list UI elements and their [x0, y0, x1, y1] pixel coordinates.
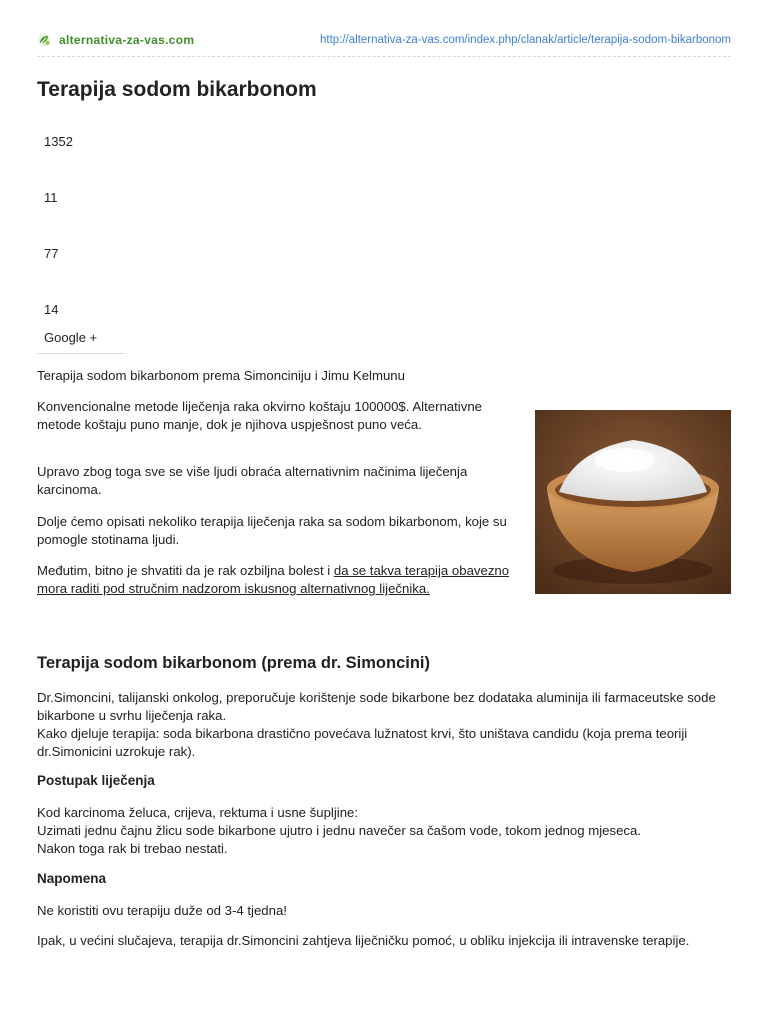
note-text: Ne koristiti ovu terapiju duže od 3-4 tjedna!	[37, 903, 287, 918]
leaf-logo-icon	[37, 33, 51, 47]
page-header	[37, 30, 731, 57]
share-count-4[interactable]: 14	[44, 302, 59, 317]
site-brand[interactable]	[37, 33, 194, 47]
article-title: Terapija sodom bikarbonom	[37, 78, 317, 101]
site-name[interactable]: alternativa-za-vas.com	[59, 33, 195, 47]
share-count-1[interactable]: 1352	[44, 134, 73, 149]
supervision-link[interactable]: da se takva terapija obavezno mora raditi pod stručnim nadzorom iskusnog alternativnog liječnika.	[37, 563, 510, 596]
share-count-3[interactable]: 77	[44, 246, 59, 261]
procedure-line-3: Nakon toga rak bi trebao nestati.	[37, 841, 228, 856]
baking-soda-photo	[535, 410, 731, 594]
final-paragraph: Ipak, u većini slučajeva, terapija dr.Simoncini zahtjeva liječničku pomoć, u obliku injekcija ili intravenske terapije.	[37, 933, 690, 948]
paragraph-4	[37, 562, 512, 598]
paragraph-1: Konvencionalne metode liječenja raka okvirno koštaju 100000$. Alternativne metode koštaju puno manje, dok je njihova uspješnost puno veća.	[37, 399, 483, 432]
paragraph-3: Dolje ćemo opisati nekoliko terapija liječenja raka sa sodom bikarbonom, koje su pomogle stotinama ljudi.	[37, 514, 507, 547]
source-url[interactable]: http://alternativa-za-vas.com/index.php/clanak/article/terapija-sodom-bikarbonom	[319, 34, 731, 46]
note-title: Napomena	[37, 871, 107, 886]
bowl-of-baking-soda-photo-icon	[535, 410, 731, 594]
procedure-title: Postupak liječenja	[37, 773, 155, 788]
section-paragraph-1: Dr.Simoncini, talijanski onkolog, preporučuje korištenje sode bikarbone bez dodataka aluminija ili farmaceutske sode bikarbone u svrhu liječenja raka.	[37, 690, 716, 723]
paragraph-2: Upravo zbog toga sve se više ljudi obraća alternativnim načinima liječenja karcinoma.	[37, 464, 468, 497]
procedure-line-2: Uzimati jednu čajnu žlicu sode bikarbone ujutro i jednu navečer sa čašom vode, tokom jednog mjeseca.	[37, 823, 642, 838]
section-paragraph-2: Kako djeluje terapija: soda bikarbona drastično povećava lužnatost krvi, što uništava candidu (koja prema teoriji dr.Simonicini uzrokuje rak).	[37, 726, 688, 759]
share-divider	[37, 353, 125, 354]
section-title: Terapija sodom bikarbonom (prema dr. Simoncini)	[37, 654, 431, 672]
paragraph-4-text: Međutim, bitno je shvatiti da je rak ozbiljna bolest i	[37, 563, 334, 578]
share-count-2[interactable]: 11	[44, 190, 58, 205]
procedure-line-1: Kod karcinoma želuca, crijeva, rektuma i usne šupljine:	[37, 805, 359, 820]
intro-line: Terapija sodom bikarbonom prema Simonciniju i Jimu Kelmunu	[37, 368, 405, 383]
google-plus-button[interactable]: Google +	[44, 330, 98, 345]
